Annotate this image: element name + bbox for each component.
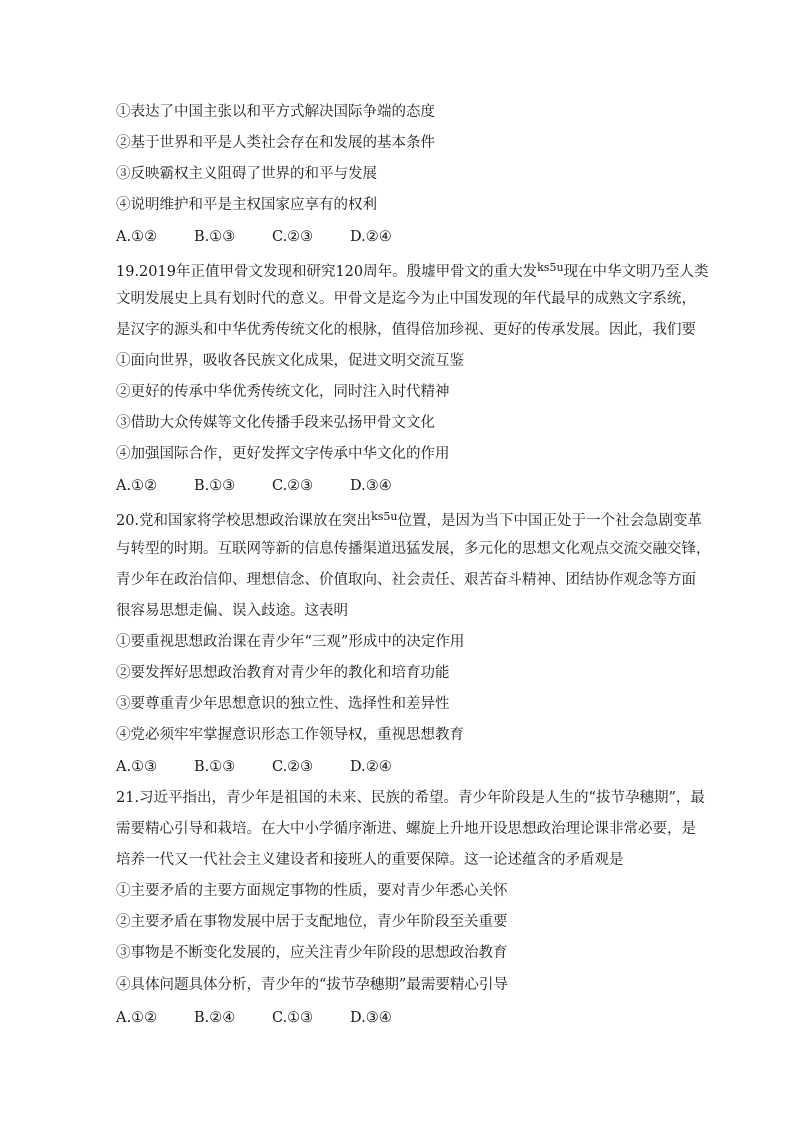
q20-option-a: A.①③ — [116, 759, 158, 775]
q20-option-c: C.②③ — [272, 759, 314, 775]
q18-option-a: A.①② — [116, 229, 158, 245]
q20-option-d: D.②④ — [350, 759, 392, 775]
q21-option-d: D.③④ — [350, 1010, 392, 1026]
q19-statement-1: ①面向世界，吸收各民族文化成果，促进文明交流互鉴 — [116, 353, 464, 369]
watermark-mark: ks5u — [371, 510, 398, 523]
q18-options — [116, 227, 686, 247]
q19-option-d: D.③④ — [350, 478, 392, 494]
q19-stem-text-a: 19.2019年正值甲骨文发现和研究120周年。殷墟甲骨文的重大发 — [116, 264, 538, 280]
q21-options — [116, 1008, 686, 1028]
q21-stem-line-3: 培养一代又一代社会主义建设者和接班人的重要保障。这一论述蕴含的矛盾观是 — [116, 852, 624, 868]
q20-options — [116, 757, 686, 777]
q19-stem-line-1 — [116, 258, 709, 282]
q21-statement-1: ①主要矛盾的主要方面规定事物的性质，要对青少年悉心关怀 — [116, 883, 508, 899]
q18-statement-1: ①表达了中国主张以和平方式解决国际争端的态度 — [116, 104, 435, 120]
q20-statement-1: ①要重视思想政治课在青少年“三观”形成中的决定作用 — [116, 634, 465, 650]
q20-stem-line-2: 与转型的时期。互联网等新的信息传播渠道迅猛发展，多元化的思想文化观点交流交融交锋， — [116, 541, 711, 557]
q18-option-c: C.②③ — [272, 229, 314, 245]
q20-statement-2: ②要发挥好思想政治教育对青少年的教化和培育功能 — [116, 665, 450, 681]
q19-stem-line-2: 文明发展史上具有划时代的意义。甲骨文是迄今为止中国发现的年代最早的成熟文字系统， — [116, 291, 696, 307]
q18-statement-4: ④说明维护和平是主权国家应享有的权利 — [116, 197, 377, 213]
q19-statement-2: ②更好的传承中华优秀传统文化，同时注入时代精神 — [116, 384, 450, 400]
q20-stem-line-3: 青少年在政治信仰、理想信念、价值取向、社会责任、艰苦奋斗精神、团结协作观念等方面 — [116, 572, 696, 588]
q20-stem-line-1 — [116, 507, 702, 531]
q19-options — [116, 476, 686, 496]
q21-statement-2: ②主要矛盾在事物发展中居于支配地位，青少年阶段至关重要 — [116, 914, 508, 930]
q19-stem-text-b: 现在中华文明乃至人类 — [563, 264, 709, 280]
q20-stem-line-4: 很容易思想走偏、误入歧途。这表明 — [116, 603, 348, 619]
q20-stem-text-b: 位置，是因为当下中国正处于一个社会急剧变革 — [397, 513, 702, 529]
q19-option-b: B.①③ — [194, 478, 236, 494]
q19-option-a: A.①② — [116, 478, 158, 494]
q21-stem-line-2: 需要精心引导和栽培。在大中小学循序渐进、螺旋上升地开设思想政治理论课非常必要，是 — [116, 821, 696, 837]
watermark-mark: ks5u — [537, 261, 564, 274]
q21-stem-line-1: 21.习近平指出，青少年是祖国的未来、民族的希望。青少年阶段是人生的“拔节孕穗期”，最 — [116, 790, 705, 806]
q19-stem-line-3: 是汉字的源头和中华优秀传统文化的根脉，值得倍加珍视、更好的传承发展。因此，我们要 — [116, 322, 696, 338]
q21-statement-4: ④具体问题具体分析，青少年的“拔节孕穗期”最需要精心引导 — [116, 977, 508, 993]
q20-statement-4: ④党必须牢牢掌握意识形态工作领导权，重视思想教育 — [116, 727, 464, 743]
q18-option-b: B.①③ — [194, 229, 236, 245]
q18-option-d: D.②④ — [350, 229, 392, 245]
q18-statement-3: ③反映霸权主义阻碍了世界的和平与发展 — [116, 166, 377, 182]
q21-option-a: A.①② — [116, 1010, 158, 1026]
q20-statement-3: ③要尊重青少年思想意识的独立性、选择性和差异性 — [116, 696, 450, 712]
q19-statement-4: ④加强国际合作，更好发挥文字传承中华文化的作用 — [116, 446, 450, 462]
q21-option-b: B.②④ — [194, 1010, 236, 1026]
q21-option-c: C.①③ — [272, 1010, 314, 1026]
q19-option-c: C.②③ — [272, 478, 314, 494]
q20-stem-text-a: 20.党和国家将学校思想政治课放在突出 — [116, 513, 372, 529]
q20-option-b: B.①③ — [194, 759, 236, 775]
q18-statement-2: ②基于世界和平是人类社会存在和发展的基本条件 — [116, 135, 435, 151]
q21-statement-3: ③事物是不断变化发展的，应关注青少年阶段的思想政治教育 — [116, 945, 508, 961]
q19-statement-3: ③借助大众传媒等文化传播手段来弘扬甲骨文文化 — [116, 415, 435, 431]
